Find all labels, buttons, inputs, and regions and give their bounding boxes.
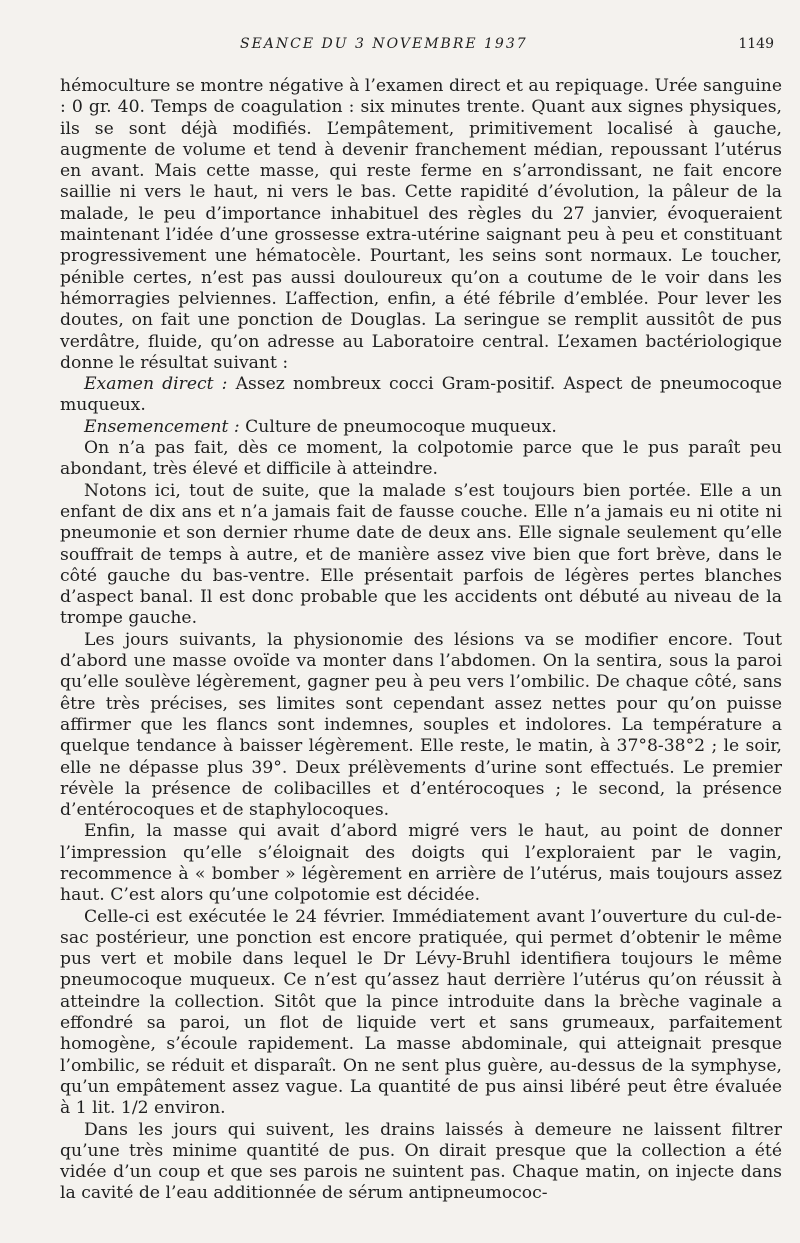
paragraph-9: Dans les jours qui suivent, les drains laissés à demeure ne laissent filtrer qu’une très minime quantité de pus. On dirait presque que la collection a été vidée d’un coup et que ses parois ne suintent pas. Chaque matin, on injecte dans la cavité de l’eau additionnée de sérum antipneumococ- [60,1119,782,1204]
running-header [60,36,782,60]
ensemencement-text: Culture de pneumocoque muqueux. [239,416,557,437]
paragraph-5: Notons ici, tout de suite, que la malade s’est toujours bien portée. Elle a un enfant de dix ans et n’a jamais fait de fausse couche. Elle n’a jamais eu ni otite ni pneumonie et son dernier rhume date de deux ans. Elle signale seulement qu’elle souffrait de temps à autre, et de manière assez vive bien que fort brève, dans le côté gauche du bas-ventre. Elle présentait parfois de légères pertes blanches d’aspect banal. Il est donc probable que les accidents ont débuté au niveau de la trompe gauche. [60,480,782,629]
page-number: 1149 [738,36,774,52]
paragraph-4: On n’a pas fait, dès ce moment, la colpotomie parce que le pus paraît peu abondant, très élevé et difficile à atteindre. [60,438,782,480]
running-title: SEANCE DU 3 NOVEMBRE 1937 [240,36,528,52]
paragraph-examen-direct [60,374,782,417]
examen-direct-label: Examen direct : [84,374,228,395]
examen-direct-text: Assez nombreux cocci Gram-positif. Aspect de pneumocoque muqueux. [60,374,782,416]
paragraph-7: Enfin, la masse qui avait d’abord migré vers le haut, au point de donner l’impression qu’elle s’éloignait des doigts qui l’exploraient par le vagin, recommence à « bomber » légèrement en arrière de l’utérus, mais toujours assez haut. C’est alors qu’une colpotomie est décidée. [60,821,782,906]
paragraph-8: Celle-ci est exécutée le 24 février. Immédiatement avant l’ouverture du cul-de-sac postérieur, une ponction est encore pratiquée, qui permet d’obtenir le même pus vert et mobile dans lequel le Dr Lévy-Bruhl identifiera toujours le même pneumocoque muqueux. Ce n’est qu’assez haut derrière l’utérus qu’on réussit à atteindre la collection. Sitôt que la pince introduite dans la brèche vaginale a effondré sa paroi, un flot de liquide vert et sans grumeaux, parfaitement homogène, s’écoule rapidement. La masse abdominale, qui atteignait presque l’ombilic, se réduit et disparaît. On ne sent plus guère, au-dessus de la symphyse, qu’un empâtement assez vague. La quantité de pus ainsi libéré peut être évaluée à 1 lit. 1/2 environ. [60,906,782,1119]
paragraph-1: hémoculture se montre négative à l’examen direct et au repiquage. Urée sanguine : 0 gr. 40. Temps de coagulation : six minutes trente. Quant aux signes physiques, ils se sont déjà modifiés. L’empâtement, primitivement localisé à gauche, augmente de volume et tend à devenir franchement médian, repoussant l’utérus en avant. Mais cette masse, qui reste ferme en s’arrondissant, ne fait encore saillie ni vers le haut, ni vers le bas. Cette rapidité d’évolution, la pâleur de la malade, le peu d’importance inhabituel des règles du 27 janvier, évoqueraient maintenant l’idée d’une grossesse extra-utérine saignant peu à peu et constituant progressivement une hématocèle. Pourtant, les seins sont normaux. Le toucher, pénible certes, n’est pas aussi douloureux qu’on a coutume de le voir dans les hémorragies pelviennes. L’affection, enfin, a été fébrile d’emblée. Pour lever les doutes, on fait une ponction de Douglas. La seringue se remplit aussitôt de pus verdâtre, fluide, qu’on adresse au Laboratoire central. L’examen bactériologique donne le résultat suivant : [60,76,782,373]
paragraph-ensemencement [60,417,782,438]
paragraph-6: Les jours suivants, la physionomie des lésions va se modifier encore. Tout d’abord une masse ovoïde va monter dans l’abdomen. On la sentira, sous la paroi qu’elle soulève légèrement, gagner peu à peu vers l’ombilic. De chaque côté, sans être très précises, ses limites sont cependant assez nettes pour qu’on puisse affirmer que les flancs sont indemnes, souples et indolores. La température a quelque tendance à baisser légèrement. Elle reste, le matin, à 37°8-38°2 ; le soir, elle ne dépasse plus 39°. Deux prélèvements d’urine sont effectués. Le premier révèle la présence de colibacilles et d’entérocoques ; le second, la présence d’entérocoques et de staphylocoques. [60,629,782,821]
ensemencement-label: Ensemencement : [84,416,240,437]
body-text [60,76,782,1205]
